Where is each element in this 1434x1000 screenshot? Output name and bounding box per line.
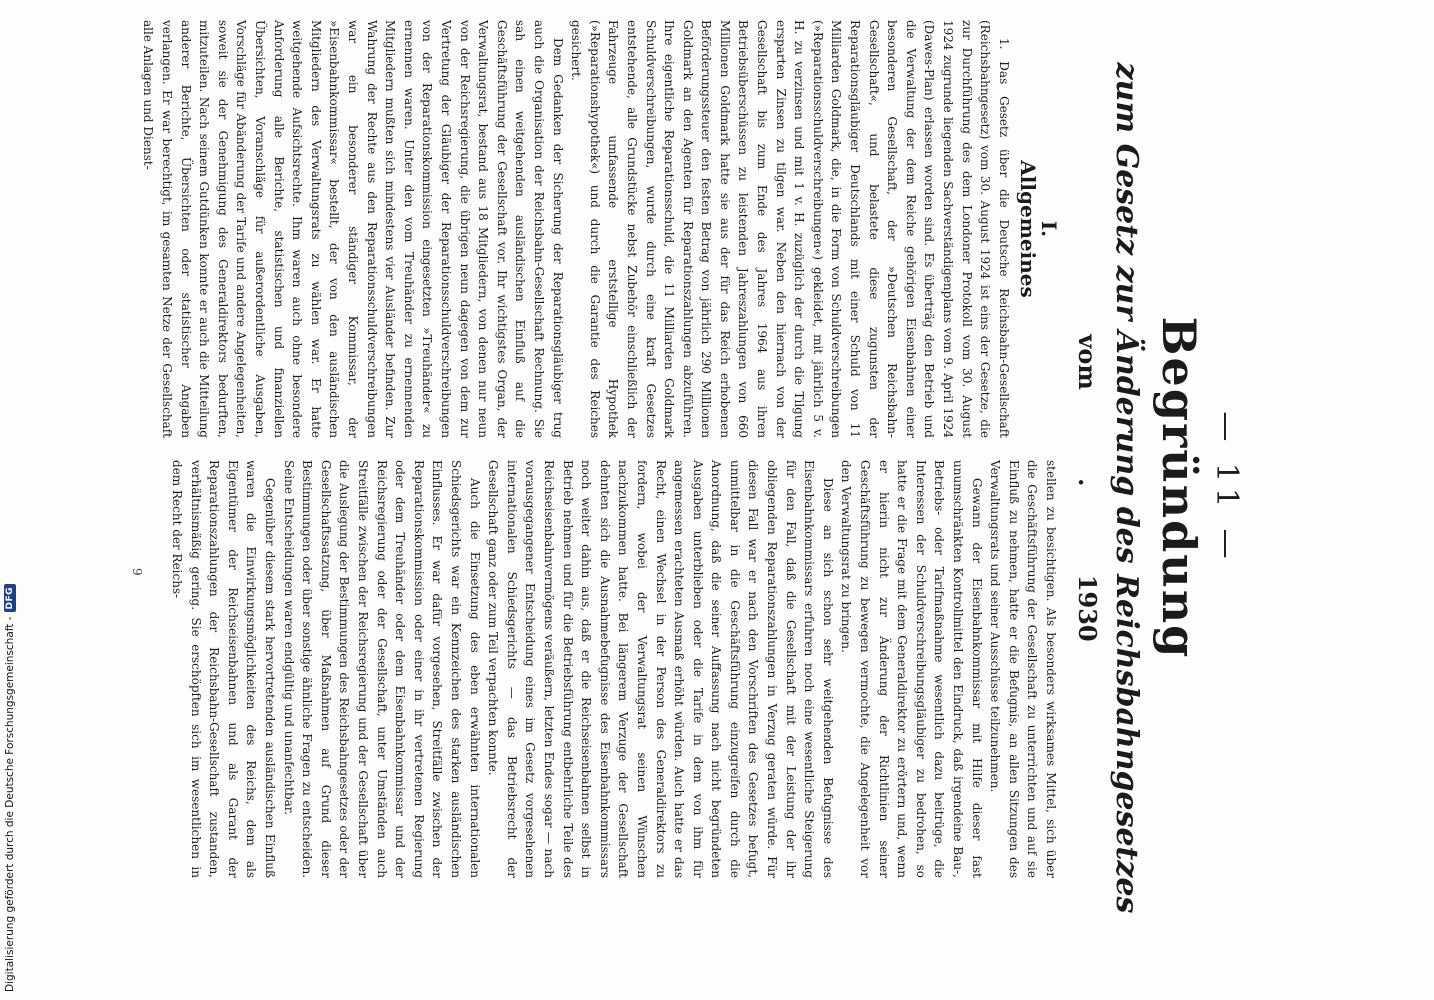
credit-text: Digitalisierung gefördert durch die Deutsche Forschungsgemeinschaft -: [4, 616, 16, 992]
paragraph: Diese an sich schon sehr weitgehenden Befugnisse des Eisenbahnkommissars erfuhren noch eine wesentliche Steigerung für den Fall, daß die Gesellschaft mit der Leistung der ihr obliegenden Reparationszahlungen in Verzug geraten würde. Für diesen Fall war er nach den Vorschriften des Gesetzes befugt, unmittelbar in die Geschäftsführung einzugreifen durch die Anordnung, daß die seiner Auffassung nach nicht begründeten Ausgaben unterblieben oder die Tarife in dem von ihm für angemessen erachteten Ausmaß erhöht würden. Auch hatte er das Recht, einen Wechsel in der Person des Generaldirektors zu fordern, wobei der Verwaltungsrat seinen Wünschen nachzukommen hatte. Bei längerem Verzuge der Gesellschaft dehnten sich die Ausnahmebefugnisse des Eisenbahnkommissars noch weiter dahin aus, daß er die Reichseisenbahnen selbst in Betrieb nehmen und für die Betriebsführung entbehrliche Teile des Reichseisenbahnvermögens veräußern, letzten Endes sogar — nach vorausgegangener Entscheidung eines im Gesetz vorgesehenen internationalen Schiedsgerichts — das Betriebsrecht der Gesellschaft ganz oder zum Teil verpachten konnte.: [486, 460, 835, 878]
paragraph: stellen zu besichtigen. Als besonders wirksames Mittel, sich über die Geschäftsführung der Gesellschaft zu unterrichten und auf sie Einfluß zu nehmen, hatte er die Befugnis, an allen Sitzungen des Verwaltungsrats und seiner Ausschüsse teilzunehmen.: [988, 460, 1058, 878]
date-prefix: vom: [1073, 334, 1102, 390]
date-year: 1930: [1073, 574, 1102, 642]
document-subtitle: zum Gesetz zur Änderung des Reichsbahngesetzes: [1109, 62, 1144, 914]
dfg-logo: DFG: [4, 584, 16, 613]
document-title: Begründung: [1152, 316, 1206, 660]
digitization-credit: [4, 584, 16, 992]
paragraph: 1. Das Gesetz über die Deutsche Reichsbahn-Gesellschaft (Reichsbahngesetz) vom 30. August 1924 ist eins der Gesetze, die zur Durchführung des dem Londoner Protokoll vom 30. August 1924 zugrunde liegenden Sachverständigenplans vom 9. April 1924 (Dawes-Plan) erlassen worden sind. Es überträg den Betrieb und die Verwaltung der dem Reiche gehörigen Eisenbahnen einer besonderen Gesellschaft, der »Deutschen Reichsbahn-Gesellschaft«, und belastete diese zugunsten der Reparationsgläubiger Deutschlands mit einer Schuld von 11 Milliarden Goldmark, die, in die Form von Schuldverschreibungen (»Reparationsschuldverschreibungen«) gekleidet, mit jährlich 5 v. H. zu verzinsen und mit 1 v. H. zuzüglich der durch die Tilgung ersparten Zinsen zu tilgen war. Neben den hiernach von der Gesellschaft bis zum Ende des Jahres 1964 aus ihren Betriebsüberschüssen zu leistenden Jahreszahlungen von 660 Millionen Goldmark hatte sie aus der für das Reich erhobenen Beförderungssteuer den festen Betrag von jährlich 290 Millionen Goldmark an den Agenten für Reparationszahlungen abzuführen. Ihre eigentliche Reparationsschuld, die 11 Milliarden Goldmark Schuldverschreibungen, wurde durch eine kraft Gesetzes entstehende, alle Grundstücke nebst Zubehör einschließlich der Fahrzeuge umfassende erststellige Hypothek (»Reparationshypothek«) und durch die Garantie des Reiches gesichert.: [569, 20, 1011, 438]
right-text-column: [168, 460, 1061, 878]
document-date-line: [1073, 8, 1102, 968]
section-heading: Allgemeines: [1016, 160, 1041, 298]
date-dot: .: [1073, 478, 1102, 487]
section-number: I.: [1037, 220, 1061, 238]
paragraph: Gewann der Eisenbahnkommissar mit Hilfe dieser fast unumschränkten Kontrollmittel den Eindruck, daß irgendeine Bau-, Betriebs- oder Tarifmaßnahme wesentlich dazu beitrüge, die Interessen der Schuldverschreibungsgläubiger zu bedrohen, so hatte er die Frage mit dem Generaldirektor zu erörtern und, wenn er hierin nicht zur Änderung der Richtlinien seiner Geschäftsführung zu bewegen vermochte, die Angelegenheit vor den Verwaltungsrat zu bringen.: [839, 460, 984, 878]
page-number: — 11 —: [1209, 411, 1244, 565]
rotated-document-page: [104, 8, 1254, 968]
paragraph: Dem Gedanken der Sicherung der Reparationsgläubiger trug auch die Organisation der Reichsbahn-Gesellschaft Rechnung. Sie sah einen weitgehenden ausländischen Einfluß auf die Geschäftsführung der Gesellschaft vor. Ihr wichtigstes Organ, der Verwaltungsrat, bestand aus 18 Mitgliedern, von denen nur neun von der Reichsregierung, die übrigen neun dagegen von dem zur Vertretung der Gläubiger der Reparationsschuldverschreibungen von der Reparationskommission eingesetzten »Treuhänder« zu ernennen waren. Unter den vom Treuhänder zu ernennenden Mitgliedern mußten sich mindestens vier Ausländer befinden. Zur Wahrung der Rechte aus den Reparationsschuldverschreibungen war ein besonderer ständiger Kommissar, der »Eisenbahnkommissar« bestellt, der von den ausländischen Mitgliedern des Verwaltungsrats zu wählen war. Er hatte weitgehende Aufsichtsrechte. Ihm waren auch ohne besondere Anforderung alle Berichte, statistischen und finanziellen Übersichten, Voranschläge für außerordentliche Ausgaben, Vorschläge für Abänderung der Tarife und andere Angelegenheiten, soweit sie der Genehmigung des Generaldirektors bedurften, mitzuteilen. Nach seinem Gutdünken konnte er auch die Mitteilung anderer Berichte, Übersichten oder statistischer Angaben verlangen. Er war berechtigt, im gesamten Netze der Gesellschaft alle Anlagen und Dienst-: [141, 20, 565, 438]
signature-mark: 9: [130, 568, 144, 576]
paragraph: Auch die Einsetzung des eben erwähnten internationalen Schiedsgerichts war ein Kennzeichen des starken ausländischen Einflusses. Er war dafür vorgesehen, Streitfälle zwischen der Reparationskommission oder einer in ihr vertretenen Regierung oder dem Treuhänder oder dem Eisenbahnkommissar und der Reichsregierung oder der Gesellschaft, unter Umständen auch Streitfälle zwischen der Reichsregierung und der Gesellschaft über die Auslegung der Bestimmungen des Reichsbahngesetzes oder der Gesellschaftssatzung, über Maßnahmen auf Grund dieser Bestimmungen oder über sonstige ähnliche Fragen zu entscheiden. Seine Entscheidungen waren endgültig und unanfechtbar.: [281, 460, 482, 878]
paragraph: Gegenüber diesem stark hervortretenden ausländischen Einfluß waren die Einwirkungsmöglichkeiten des Reichs, dem als Eigentümer der Reichseisenbahnen und als Garant der Reparationszahlungen der Reichsbahn-Gesellschaft zustanden, verhältnismäßig gering. Sie erschöpften sich im wesentlichen in dem Recht der Reichs-: [170, 460, 278, 878]
left-text-column: [139, 20, 1061, 438]
